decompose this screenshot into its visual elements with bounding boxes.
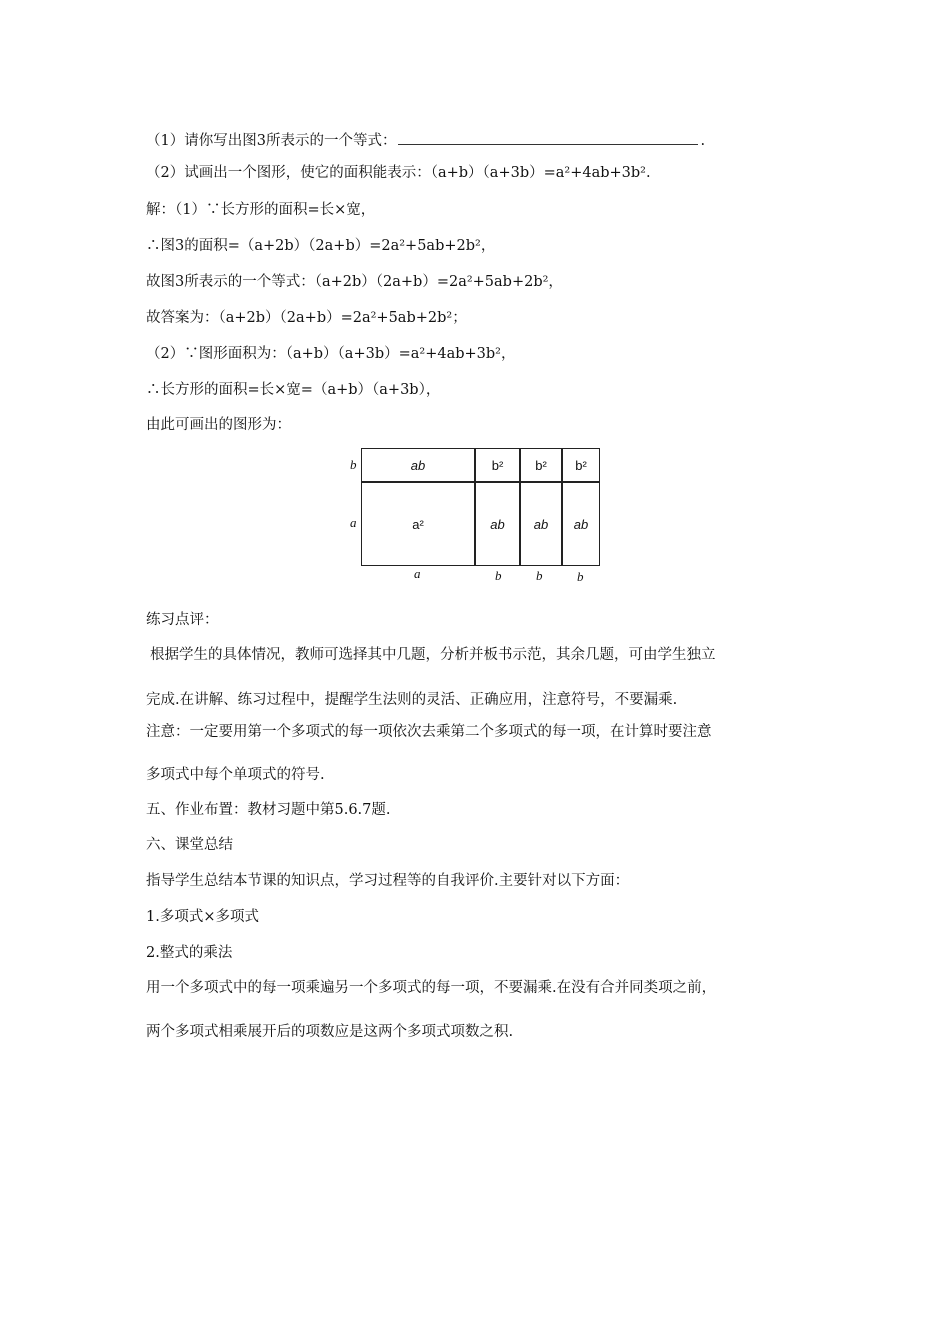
solution-line-6: ∴长方形的面积=长×宽=（a+b）（a+3b）， — [146, 382, 441, 398]
review-line-1: 根据学生的具体情况，教师可选择其中几题，分析并板书示范，其余几题，可由学生独立 — [150, 647, 716, 663]
question-1-suffix: . — [700, 133, 706, 149]
bottom-label-b-3: b — [577, 569, 584, 584]
area-figure — [345, 447, 610, 587]
homework-line: 五、作业布置：教材习题中第5.6.7题. — [146, 802, 391, 818]
solution-line-3: 故图3所表示的一个等式：（a+2b）（2a+b）=2a²+5ab+2b²， — [146, 274, 563, 290]
answer-blank — [398, 130, 698, 145]
bottom-label-b-1: b — [495, 568, 502, 583]
cell-bottom-a2: a² — [412, 516, 424, 532]
question-1-text: （1）请你写出图3所表示的一个等式： — [146, 133, 397, 149]
left-label-a: a — [350, 515, 357, 530]
question-2: （2）试画出一个图形，使它的面积能表示：（a+b）（a+3b）=a²+4ab+3b². — [146, 165, 651, 181]
cell-top-b2-1: b² — [491, 457, 504, 473]
final-line-2: 两个多项式相乘展开后的项数应是这两个多项式项数之积. — [146, 1024, 514, 1040]
summary-item-2: 2.整式的乘法 — [146, 945, 233, 961]
bottom-label-a: a — [414, 566, 421, 581]
final-line-1: 用一个多项式中的每一项乘遍另一个多项式的每一项，不要漏乘.在没有合并同类项之前， — [146, 980, 717, 996]
summary-title: 六、课堂总结 — [146, 837, 233, 853]
solution-line-4: 故答案为：（a+2b）（2a+b）=2a²+5ab+2b²； — [146, 310, 467, 326]
cell-top-b2-2: b² — [535, 457, 547, 473]
left-label-b: b — [350, 457, 357, 472]
bottom-label-b-2: b — [536, 568, 543, 583]
cell-bottom-ab-1: ab — [490, 516, 505, 532]
review-line-2: 完成.在讲解、练习过程中，提醒学生法则的灵活、正确应用，注意符号，不要漏乘. — [146, 692, 678, 708]
cell-bottom-ab-2: ab — [533, 516, 549, 532]
cell-bottom-ab-3: ab — [573, 516, 589, 532]
summary-line-1: 指导学生总结本节课的知识点，学习过程等的自我评价.主要针对以下方面： — [146, 873, 630, 889]
review-title: 练习点评： — [146, 612, 219, 628]
note-line-1: 注意：一定要用第一个多项式的每一项依次去乘第二个多项式的每一项，在计算时要注意 — [146, 724, 712, 740]
cell-top-ab: ab — [410, 457, 426, 473]
question-1 — [146, 130, 705, 151]
note-line-2: 多项式中每个单项式的符号. — [146, 767, 325, 783]
summary-item-1: 1.多项式×多项式 — [146, 909, 259, 925]
solution-line-7: 由此可画出的图形为： — [146, 417, 291, 433]
solution-line-2: ∴图3的面积=（a+2b）（2a+b）=2a²+5ab+2b²， — [146, 238, 496, 254]
cell-top-b2-3: b² — [575, 457, 587, 473]
solution-line-1: 解：（1）∵长方形的面积=长×宽， — [146, 202, 376, 218]
solution-line-5: （2）∵图形面积为：（a+b）（a+3b）=a²+4ab+3b²， — [146, 346, 516, 362]
